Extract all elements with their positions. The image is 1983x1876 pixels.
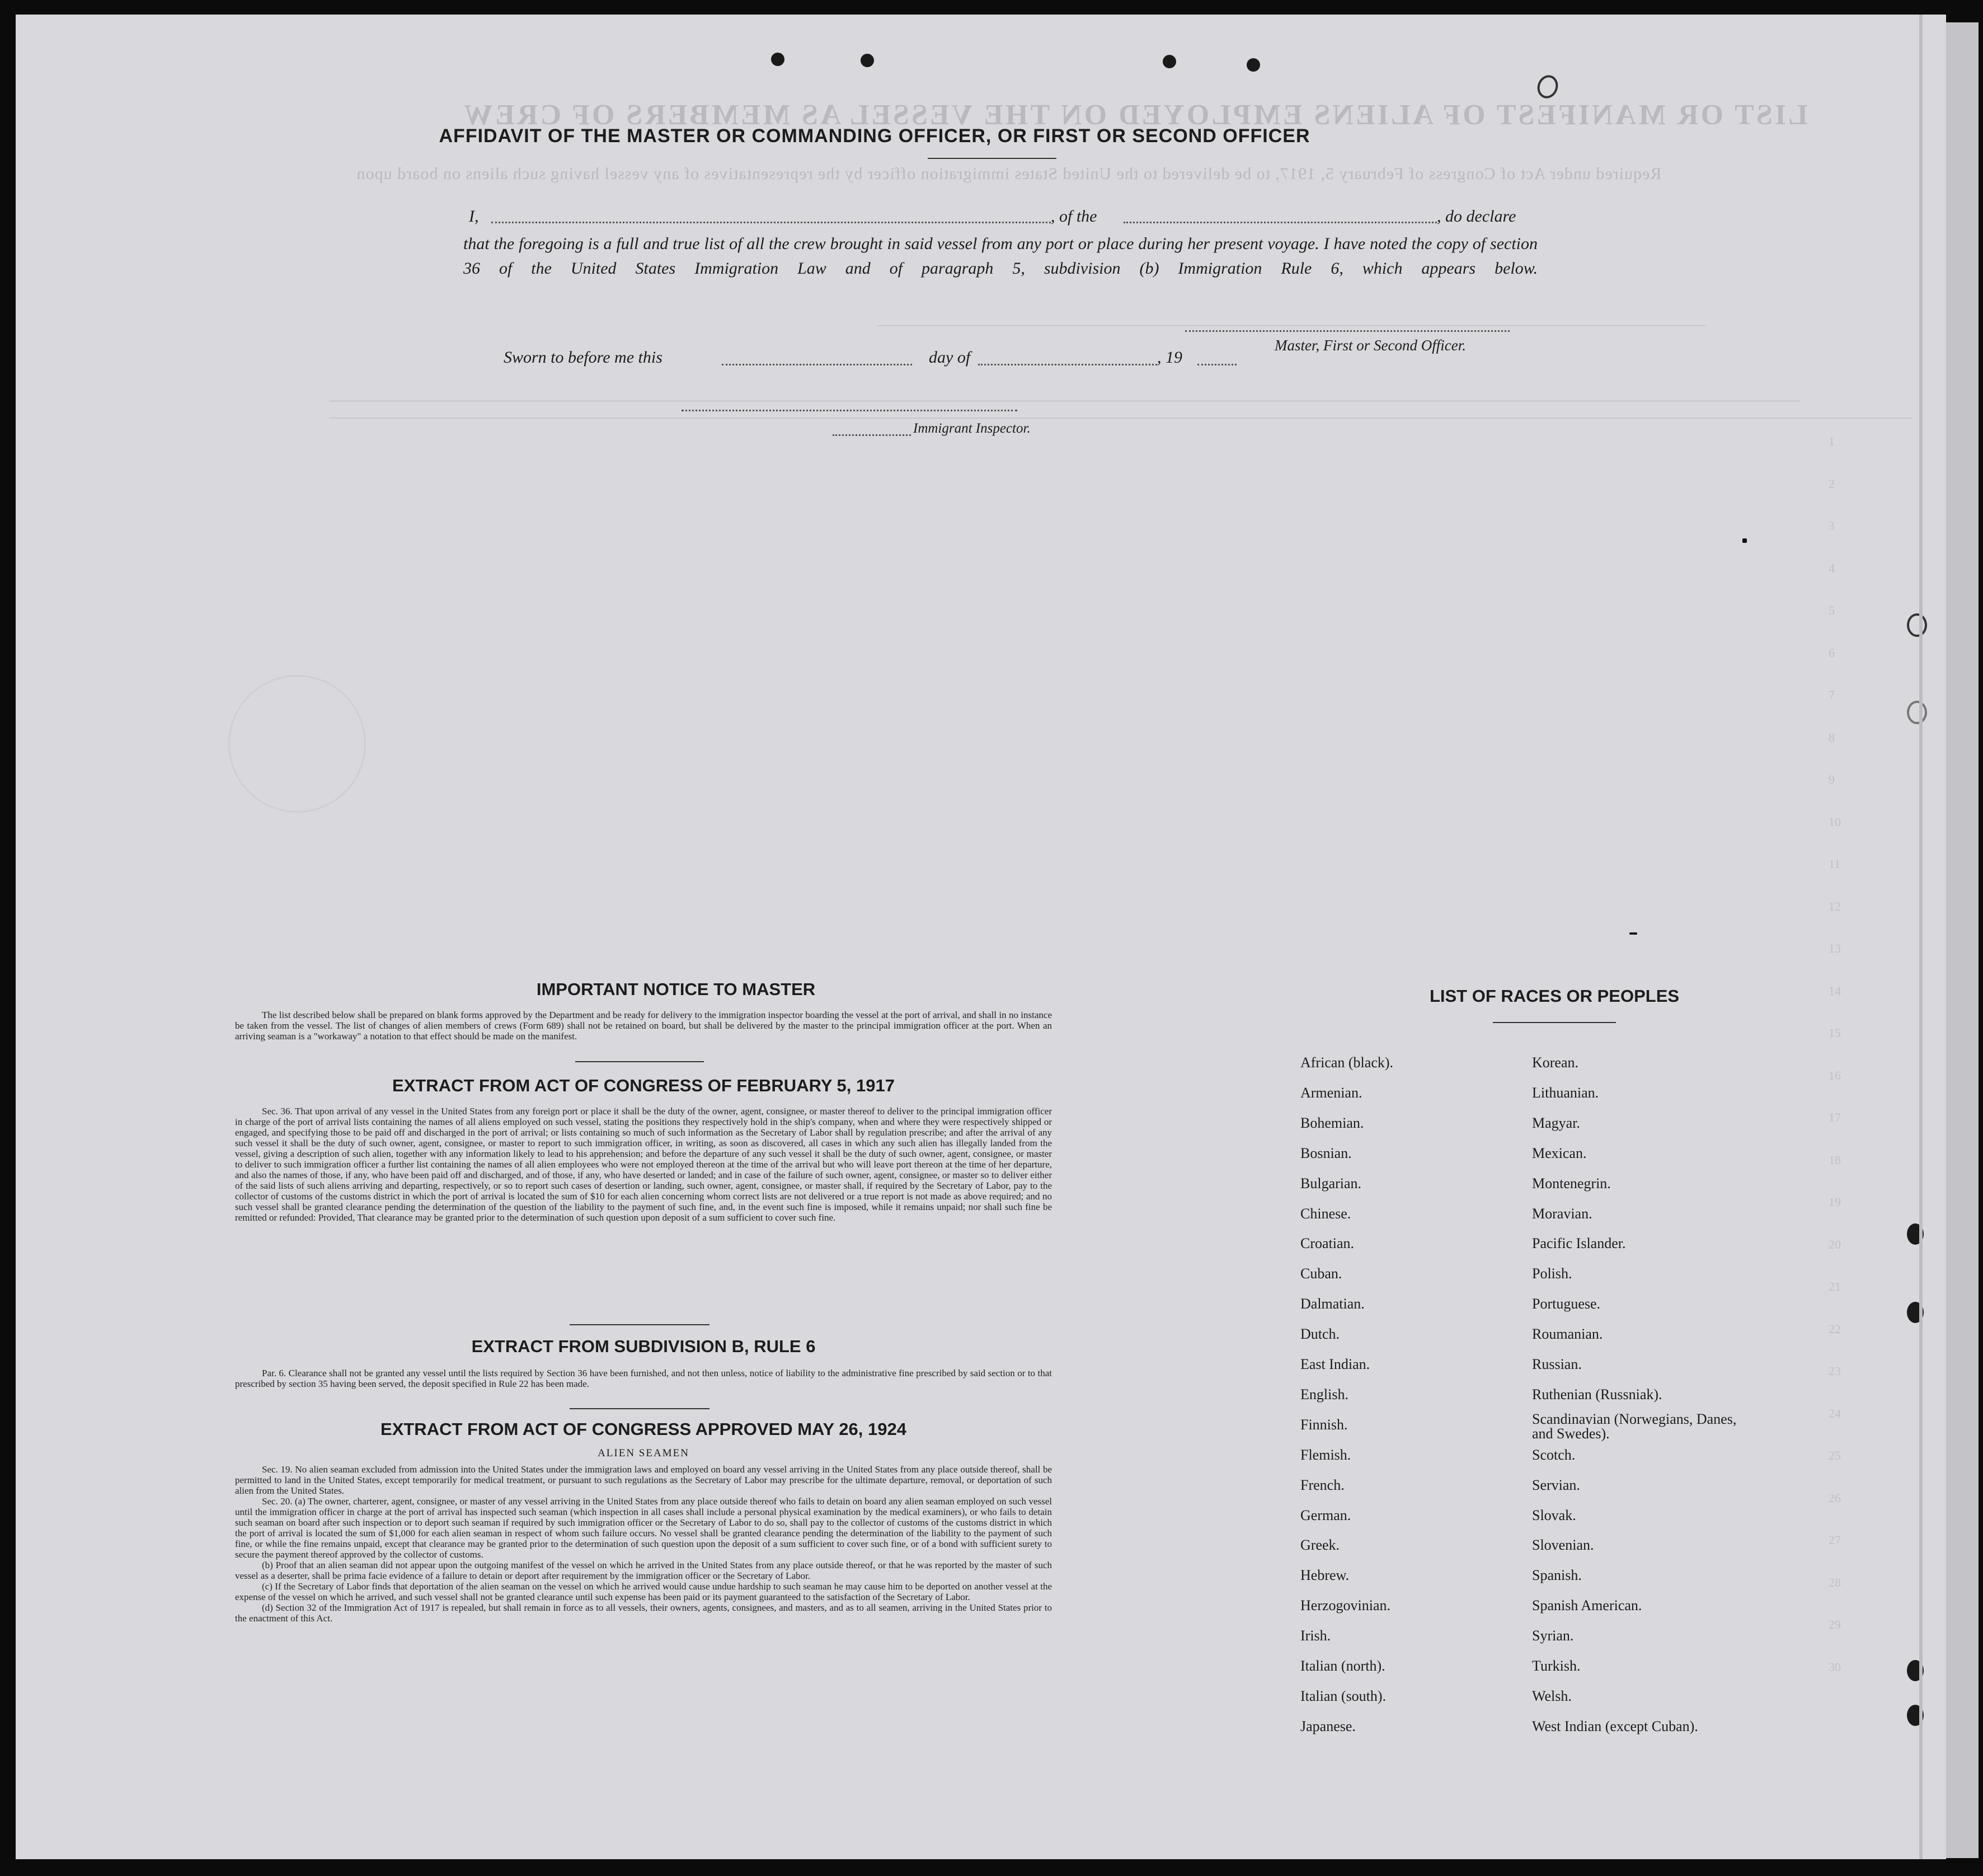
race-item: Hebrew. [1300, 1567, 1350, 1584]
races-title: LIST OF RACES OR PEOPLES [1429, 986, 1680, 1006]
bleedthrough-row-number: 20 [1829, 1237, 1841, 1251]
bleedthrough-row-number: 19 [1829, 1195, 1841, 1209]
races-rule [1493, 1022, 1616, 1023]
race-item: Scandinavian (Norwegians, Danes, and Swedes). [1532, 1410, 1737, 1442]
alien-seamen-subtitle: ALIEN SEAMEN [598, 1447, 689, 1459]
notice-title: IMPORTANT NOTICE TO MASTER [536, 979, 816, 999]
race-item: Montenegrin. [1532, 1175, 1611, 1192]
extract-rule6-paragraph: Par. 6. Clearance shall not be granted any vessel until the lists required by Section 36 have been furnished, and not then unless, notice of liability to the administrative fine prescribed by said section or to that prescribed by section 35 having been served, the deposit specified in Rule 22 has been made. [235, 1368, 1052, 1389]
extract-rule6-title: EXTRACT FROM SUBDIVISION B, RULE 6 [471, 1336, 816, 1356]
race-item: Roumanian. [1532, 1326, 1603, 1343]
punch-ring [1534, 72, 1561, 101]
bleedthrough-row-number: 9 [1829, 772, 1835, 786]
race-item: Bosnian. [1300, 1145, 1352, 1161]
race-item: Croatian. [1300, 1235, 1355, 1252]
inspector-caption: Immigrant Inspector. [913, 421, 1031, 436]
affidavit-do-declare: , do declare [1437, 207, 1516, 226]
sec-20d-paragraph: (d) Section 32 of the Immigration Act of 1917 is repealed, but shall remain in force as to all vessels, their owners, agents, consignees, and masters, and as to all seamen, arriving in the United States prior to the enactment of this Act. [235, 1602, 1052, 1624]
race-item: Japanese. [1300, 1718, 1356, 1734]
race-item: Bulgarian. [1300, 1175, 1362, 1192]
bleedthrough-row-number: 27 [1829, 1533, 1841, 1547]
race-item: Greek. [1300, 1537, 1340, 1554]
vessel-blank[interactable] [1124, 222, 1437, 223]
race-item: Polish. [1532, 1265, 1572, 1282]
race-item: Scotch. [1532, 1446, 1576, 1463]
extract-1917-rule [570, 1324, 709, 1325]
bleedthrough-header-rule [877, 325, 1705, 326]
race-item: Mexican. [1532, 1145, 1587, 1161]
race-item: Spanish. [1532, 1567, 1582, 1584]
affidavit-title: AFFIDAVIT OF THE MASTER OR COMMANDING OFFICER, OR FIRST OR SECOND OFFICER [439, 125, 1310, 147]
race-item: Italian (south). [1300, 1687, 1387, 1704]
sec-19-paragraph: Sec. 19. No alien seaman excluded from admission into the United States under the immigration laws and employed on board any vessel arriving in the United States from any place outside thereof, shall be permitted to land in the United States, except temporarily for medical treatment, or pursuant to such regulations as the Secretary of Labor may prescribe for the ultimate departure, removal, or deportation of such alien from the United States. [235, 1464, 1052, 1496]
extract-1917-text [235, 1106, 1052, 1223]
punch-hole [861, 54, 874, 67]
bleedthrough-row-number: 11 [1829, 857, 1841, 871]
sworn-month-blank[interactable] [978, 364, 1157, 365]
race-item: Servian. [1532, 1476, 1580, 1493]
sworn-day-of: day of [929, 348, 971, 367]
race-item: Dutch. [1300, 1326, 1340, 1343]
bleedthrough-row-number: 24 [1829, 1406, 1841, 1420]
document-sheet [16, 15, 1946, 1859]
bleedthrough-title: LIST OR MANIFEST OF ALIENS EMPLOYED ON THE VESSEL AS MEMBERS OF CREW [462, 99, 1808, 131]
race-item: Syrian. [1532, 1628, 1574, 1644]
affidavit-of-the: , of the [1051, 207, 1097, 226]
bleedthrough-row-number: 23 [1829, 1364, 1841, 1378]
race-item: Cuban. [1300, 1265, 1342, 1282]
bleedthrough-row-number: 4 [1829, 561, 1835, 575]
sworn-day-blank[interactable] [722, 364, 912, 365]
extract-1917-paragraph: Sec. 36. That upon arrival of any vessel in the United States from any foreign port or place it shall be the duty of the owner, agent, consignee, or master thereof to deliver to the principal immigration officer in charge of the port of arrival lists containing the names of all aliens employed on such vessel, stating the positions they respectively hold in the ship's company, when and where they were respectively shipped or engaged, and specifying those to be paid off and discharged in the port of arrival; or lists containing so much of such information as the Secretary of Labor shall by regulation prescribe; and after the arrival of any such vessel it shall be the duty of such owner, agent, consignee, or master to report to such immigration officer, in writing, as soon as discovered, all cases in which any such alien has illegally landed from the vessel, giving a description of such alien, together with any information likely to lead to his apprehension; and before the departure of any such vessel it shall be the duty of such owner, agent, consignee, or master to deliver to such immigration officer a further list containing the names of all alien employees who were not employed thereon at the time of the arrival but who will leave port thereon at the time of her departure, and also the names of those, if any, who have been paid off and discharged, and of those, if any, who have deserted or landed; and in case of the failure of such owner, agent, consignee, or master so to deliver either of the said lists of such aliens arriving and departing, respectively, or so to report such cases of desertion or landing, such owner, agent, consignee, or master shall, if required by the Secretary of Labor, pay to the collector of customs of the customs district in which the port of arrival is located the sum of $10 for each alien concerning whom correct lists are not delivered or a true report is not made as above required; and no such vessel shall be granted clearance pending the determination of the question of the liability to the payment of such fine, and, in the event such fine is imposed, while it remains unpaid; nor shall such fine be remitted or refunded: Provided, That clearance may be granted prior to the determination of such question upon deposit of a sum sufficient to cover such fine. [235, 1106, 1052, 1223]
sheet-edge [1946, 22, 1979, 1858]
bleedthrough-row-number: 22 [1829, 1321, 1841, 1336]
race-item: Herzogovinian. [1300, 1597, 1391, 1614]
punch-ring [1907, 701, 1927, 724]
bleedthrough-row-number: 3 [1829, 519, 1835, 533]
inspector-signature-blank[interactable] [682, 410, 1017, 411]
notice-paragraph: The list described below shall be prepared on blank forms approved by the Department and be ready for delivery to the immigration inspector boarding the vessel at the port of arrival, and shall in no instance be taken from the vessel. The list of changes of alien members of crews (Form 689) shall not be retained on board, but shall be delivered by the master to the principal immigration officer at the port. When an arriving seaman is a "workaway" a notation to that effect should be made on the manifest. [235, 1010, 1052, 1042]
race-item: Dalmatian. [1300, 1296, 1365, 1312]
punch-ring [1907, 613, 1927, 637]
race-item: Russian. [1532, 1356, 1582, 1372]
sworn-text: Sworn to before me this [504, 348, 662, 367]
race-item: Slovenian. [1532, 1537, 1594, 1554]
bleedthrough-row-number: 7 [1829, 688, 1835, 702]
race-item: Chinese. [1300, 1205, 1351, 1222]
sworn-year: , 19 [1157, 348, 1182, 367]
race-item: West Indian (except Cuban). [1532, 1718, 1698, 1734]
ink-mark [1742, 538, 1747, 543]
extract-rule6-rule [570, 1408, 709, 1409]
bleedthrough-stamp [228, 675, 366, 813]
extract-rule6-text [235, 1368, 1052, 1389]
bleedthrough-row-number: 13 [1829, 941, 1841, 955]
race-item: English. [1300, 1386, 1348, 1403]
bleedthrough-row-number: 28 [1829, 1575, 1841, 1589]
bleedthrough-row-number: 14 [1829, 983, 1841, 998]
race-item: Magyar. [1532, 1114, 1580, 1131]
name-blank[interactable] [491, 222, 1051, 223]
bleedthrough-row-number: 2 [1829, 476, 1835, 491]
race-item: Portuguese. [1532, 1296, 1601, 1312]
affidavit-i: I, [469, 207, 479, 226]
extract-1924-title: EXTRACT FROM ACT OF CONGRESS APPROVED MAY 26, 1924 [380, 1419, 906, 1439]
sheet-fold [1919, 15, 1923, 1859]
inspector-dots [833, 434, 911, 436]
race-item: Lithuanian. [1532, 1084, 1599, 1101]
punch-hole [1163, 55, 1176, 68]
race-item: Flemish. [1300, 1446, 1351, 1463]
bleedthrough-row-number: 18 [1829, 1152, 1841, 1167]
notice-rule [575, 1061, 704, 1062]
sec-20b-paragraph: (b) Proof that an alien seaman did not appear upon the outgoing manifest of the vessel on which he arrived in the United States from any place outside thereof, or that he was reported by the master of such vessel as a deserter, shall be prima facie evidence of a failure to detain or deport after requirement by the immigration officer or the Secretary of Labor. [235, 1560, 1052, 1581]
sec-20c-paragraph: (c) If the Secretary of Labor finds that deportation of the alien seaman on the vessel on which he arrived would cause undue hardship to such seaman he may cause him to be deported on another vessel at the expense of the vessel on which he arrived, and such vessel shall not be granted clearance until such expense has been paid or its payment guaranteed to the satisfaction of the Secretary of Labor. [235, 1581, 1052, 1602]
race-item: Finnish. [1300, 1416, 1348, 1433]
race-item: Pacific Islander. [1532, 1235, 1626, 1252]
ink-mark [1629, 932, 1637, 935]
affidavit-text: that the foregoing is a full and true list of all the crew brought in said vessel from any port or place during her present voyage. I have noted the copy of section 36 of the United States Immigration Law and of paragraph 5, subdivision (b) Immigration Rule 6, which appears below. [463, 234, 1538, 278]
bleedthrough-row-number: 16 [1829, 1068, 1841, 1082]
bleedthrough-row-number: 26 [1829, 1490, 1841, 1505]
bleedthrough-row-number: 15 [1829, 1026, 1841, 1040]
bleedthrough-row-number: 30 [1829, 1659, 1841, 1674]
race-item: German. [1300, 1507, 1351, 1523]
race-item: Bohemian. [1300, 1114, 1364, 1131]
bleedthrough-row-number: 12 [1829, 899, 1841, 913]
notice-text [235, 1010, 1052, 1042]
race-item: Korean. [1532, 1054, 1579, 1071]
bleedthrough-row-number: 21 [1829, 1279, 1841, 1293]
race-item: Spanish American. [1532, 1597, 1642, 1614]
race-item: Welsh. [1532, 1687, 1572, 1704]
extract-1917-title: EXTRACT FROM ACT OF CONGRESS OF FEBRUARY 5, 1917 [392, 1076, 895, 1095]
race-item: African (black). [1300, 1054, 1394, 1071]
bleedthrough-row-number: 17 [1829, 1110, 1841, 1124]
bleedthrough-subtitle: Required under Act of Congress of February 5, 1917, to be delivered to the United States immigration officer by the representatives of any vessel having such aliens on board upon [356, 165, 1662, 183]
bleedthrough-row-number: 25 [1829, 1448, 1841, 1462]
sec-20a-paragraph: Sec. 20. (a) The owner, charterer, agent, consignee, or master of any vessel arriving in the United States from any place outside thereof who fails to detain on board any alien seaman employed on such vessel until the immigration officer in charge at the port of arrival has inspected such seaman (which inspection in all cases shall include a personal physical examination by the medical examiners), or who fails to detain such seaman on board after such inspection or to deport such seaman if required by such immigration officer or the Secretary of Labor to do so, shall pay to the collector of customs of the customs district in which the port of arrival is located the sum of $1,000 for each alien seaman in respect of whom such failure occurs. No vessel shall be granted clearance pending the determination of the liability to the payment of such fine, or while the fine remains unpaid, except that clearance may be granted prior to the determination of such question upon the deposit of a sum sufficient to cover such fine, or of a bond with sufficient surety to secure the payment thereof approved by the collector of customs. [235, 1496, 1052, 1560]
bleedthrough-row-number: 8 [1829, 730, 1835, 744]
bleedthrough-row-number: 1 [1829, 434, 1835, 448]
race-item: Turkish. [1532, 1658, 1581, 1674]
race-item: East Indian. [1300, 1356, 1370, 1372]
punch-hole [771, 53, 784, 66]
sworn-year-blank[interactable] [1197, 364, 1237, 365]
signature-caption: Master, First or Second Officer. [1275, 337, 1466, 354]
affidavit-title-rule [928, 158, 1056, 159]
race-item: Armenian. [1300, 1084, 1362, 1101]
race-item: French. [1300, 1476, 1345, 1493]
extract-1924-text [235, 1464, 1052, 1624]
bleedthrough-row-number: 5 [1829, 603, 1835, 617]
race-item: Ruthenian (Russniak). [1532, 1386, 1662, 1403]
signature-blank[interactable] [1185, 330, 1510, 332]
bleedthrough-row-number: 10 [1829, 814, 1841, 829]
race-item: Italian (north). [1300, 1658, 1385, 1674]
race-item: Moravian. [1532, 1205, 1592, 1222]
bleedthrough-row-number: 29 [1829, 1617, 1841, 1631]
race-item: Slovak. [1532, 1507, 1576, 1523]
punch-hole [1247, 58, 1260, 72]
bleedthrough-row-number: 6 [1829, 645, 1835, 660]
bleedthrough-table-rule [329, 418, 1912, 419]
race-item: Irish. [1300, 1628, 1331, 1644]
